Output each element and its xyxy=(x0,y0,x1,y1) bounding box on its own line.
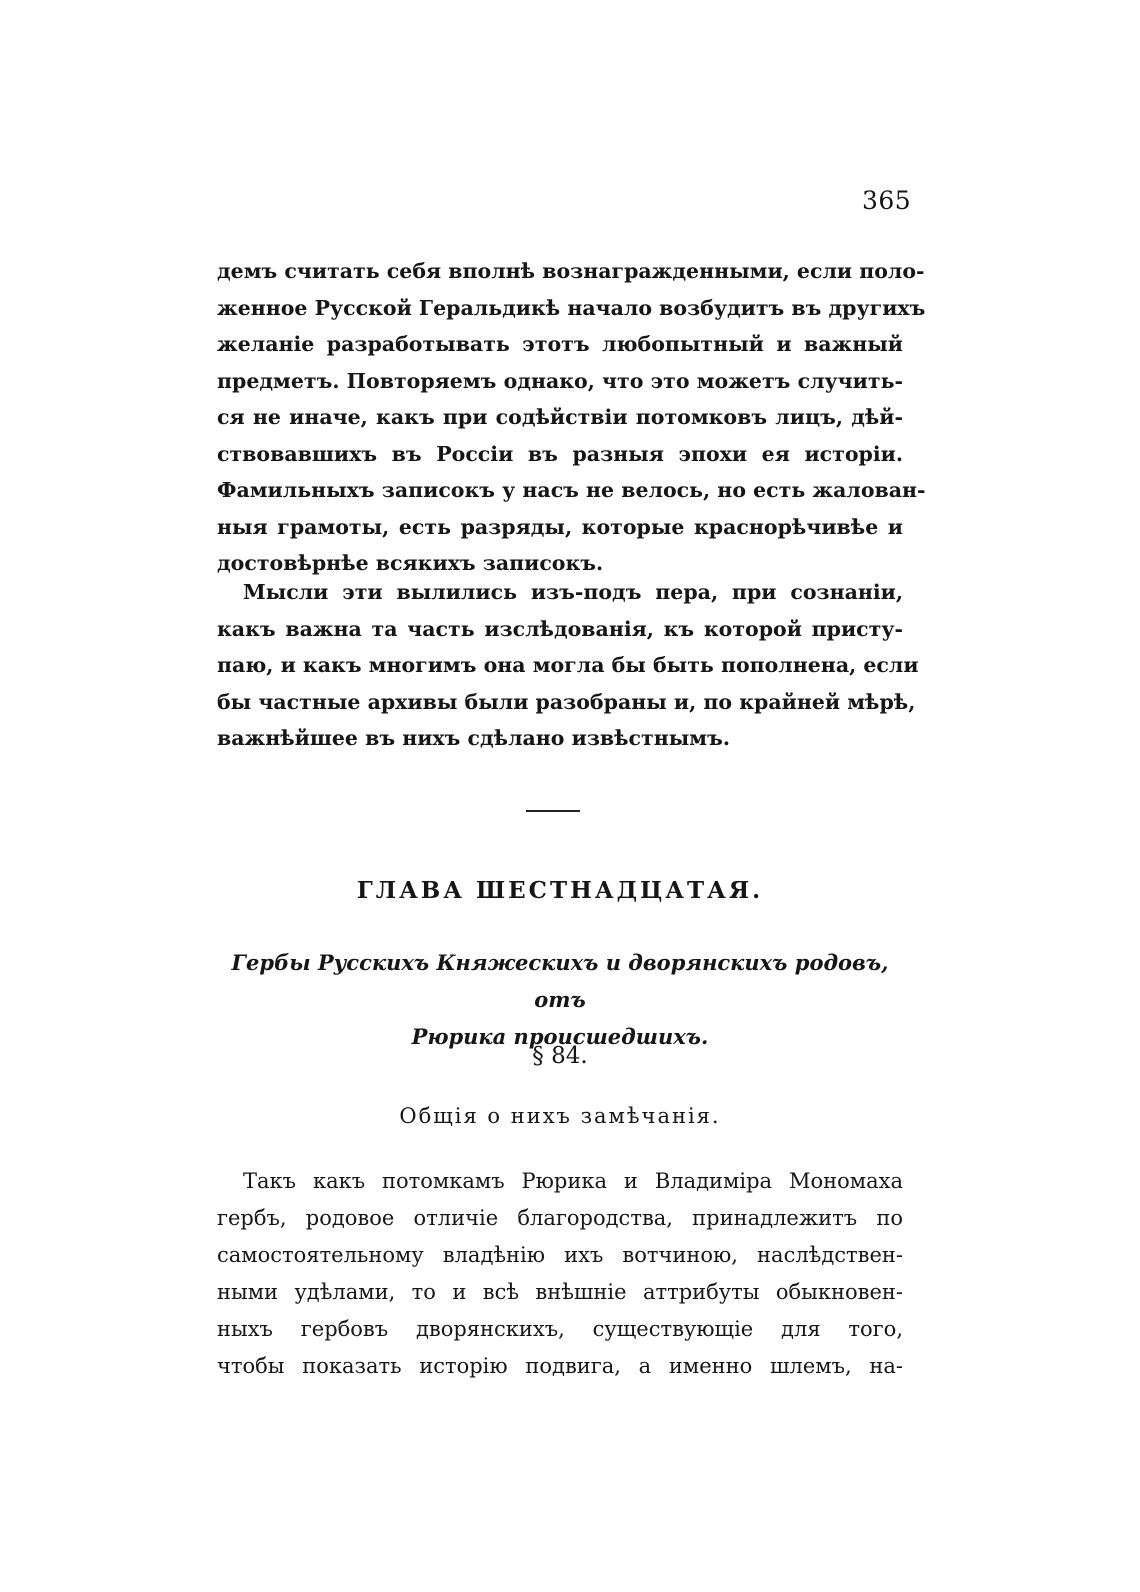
text-line: самостоятельному владѣнію ихъ вотчиною, наслѣдствен- xyxy=(217,1243,903,1267)
text-line: желаніе разработывать этотъ любопытный и важный xyxy=(217,332,903,356)
text-line: Мысли эти вылились изъ-подъ пера, при сознаніи, xyxy=(243,580,903,604)
subtitle-line: Гербы Русскихъ Княжескихъ и дворянскихъ родовъ, отъ xyxy=(231,950,889,1012)
text-line: ствовавшихъ въ Россіи въ разныя эпохи ея исторіи. xyxy=(217,441,903,466)
text-line: гербъ, родовое отличіе благородства, принадлежитъ по xyxy=(217,1206,903,1230)
text-line: Такъ какъ потомкамъ Рюрика и Владиміра Мономаха xyxy=(243,1169,903,1193)
section-number: § 84. xyxy=(532,1043,588,1069)
text-line: чтобы показать исторію подвига, а именно шлемъ, на- xyxy=(217,1354,903,1378)
chapter-subtitle xyxy=(217,944,903,1055)
paragraph-3 xyxy=(217,1163,903,1385)
subtitle-line: Рюрика происшедшихъ. xyxy=(411,1024,709,1049)
text-line: демъ считать себя вполнѣ вознагражденными, если поло- xyxy=(217,259,925,283)
chapter-title: ГЛАВА ШЕСТНАДЦАТАЯ. xyxy=(356,877,764,904)
text-line: какъ важна та часть изслѣдованія, къ которой присту- xyxy=(217,616,903,641)
section-heading: Общія о нихъ замѣчанія. xyxy=(399,1104,721,1128)
paragraph-1 xyxy=(217,253,926,582)
section-divider xyxy=(526,810,580,812)
text-line: ся не иначе, какъ при содѣйствіи потомковъ лицъ, дѣй- xyxy=(217,405,903,429)
text-line: ныя грамоты, есть разряды, которые краснорѣчивѣе и xyxy=(217,514,903,539)
text-line: женное Русской Геральдикѣ начало возбудитъ въ другихъ xyxy=(217,295,926,320)
paragraph-2 xyxy=(217,574,919,757)
text-line: достовѣрнѣе всякихъ записокъ. xyxy=(217,551,604,575)
text-line: бы частные архивы были разобраны и, по крайней мѣрѣ, xyxy=(217,689,916,714)
text-line: ныхъ гербовъ дворянскихъ, существующіе для того, xyxy=(217,1317,903,1341)
text-line: Фамильныхъ записокъ у насъ не велось, но есть жалован- xyxy=(217,478,926,502)
text-line: предметъ. Повторяемъ однако, что это можетъ случить- xyxy=(217,368,903,393)
text-line: ными удѣлами, то и всѣ внѣшніе аттрибуты обыкновен- xyxy=(217,1280,903,1304)
text-line: паю, и какъ многимъ она могла бы быть пополнена, если xyxy=(217,653,919,677)
text-line: важнѣйшее въ нихъ сдѣлано извѣстнымъ. xyxy=(217,726,730,750)
page-number: 365 xyxy=(862,186,912,215)
